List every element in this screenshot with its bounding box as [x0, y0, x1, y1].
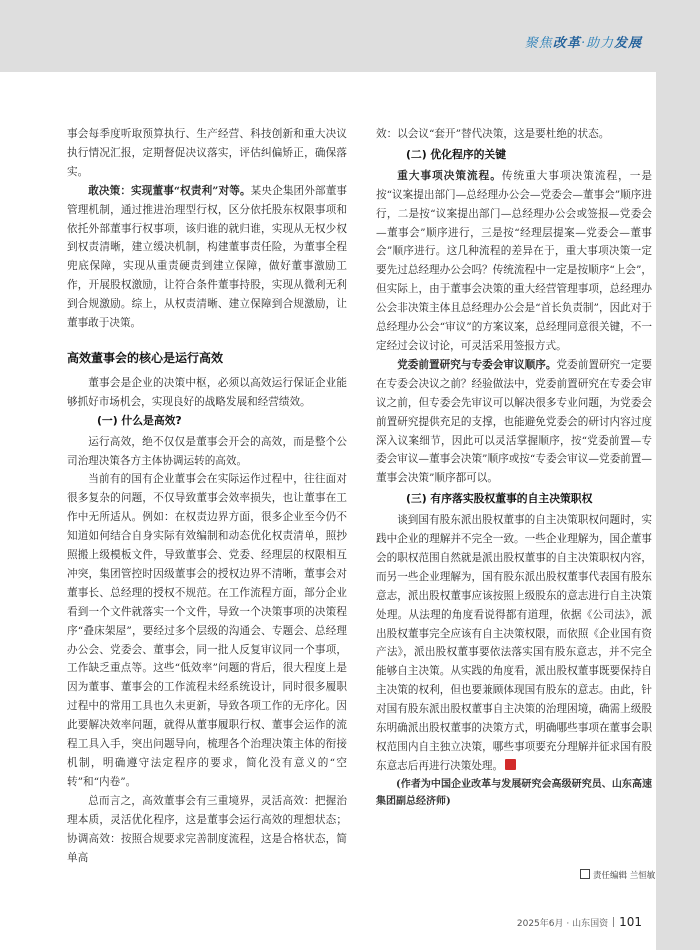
- left-column: [67, 125, 347, 867]
- editor-credit: [580, 869, 655, 881]
- footer-divider: [613, 917, 614, 927]
- right-column: [376, 125, 652, 810]
- square-icon: [580, 869, 590, 879]
- subsection-heading: (三) 有序落实股权董事的自主决策职权: [406, 492, 593, 506]
- paragraph: 当前有的国有企业董事会在实际运作过程中，往往面对很多复杂的问题，不仅导致董事会效率损失，也让董事在工作中无所适从。例如：在权责边界方面，很多企业至今仍不知道如何结合自身实际有效编制和动态优化权责清单，照抄照搬上级模板文件，导致董事会、党委、经理层的权限相互冲突，集团管控时因级董事会的授权边界不清晰，董事会对董事长、总经理的授权不规范。在工作流程方面，部分企业看到一个文件就落实一个文件，导致一个决策事项的决策程序“叠床架屋”，要经过多个层级的沟通会、专题会、总经理办公会、党委会、董事会，同一批人反复审议同一个事项，工作缺乏重点等。这些“低效率”问题的背后，很大程度上是因为董事、董事会的工作流程未经系统设计，同时很多履职过程中的常用工具也久未更新，导致各项工作的无序化。因此要解决效率问题，就得从董事履职行权、董事会运作的流程工具入手，突出问题导向，梳理各个治理决策主体的衔接机制，明确遵守法定程序的要求，简化没有意义的“空转”和“内卷”。: [67, 473, 347, 788]
- header-bar: [0, 0, 700, 72]
- section-title-prefix: 聚焦: [524, 36, 553, 51]
- page-number: 101: [619, 915, 642, 929]
- section-title: [525, 32, 642, 51]
- paragraph-body: 传统重大事项决策流程，一是按“议案提出部门—总经理办公会—党委会—董事会”顺序进行，二是按“议案提出部门—总经理办公会或签报—党委会—董事会”顺序进行，三是按“经理层提案—党委会—董事会”顺序进行。这几种流程的差异在于，重大事项决策一定要先过总经理办公会吗？传统流程中一定是按顺序“上会”，但实际上，由于董事会决策的重大经营管理事项，总经理办公会非决策主体且总经理办公会是“首长负责制”，因此对于总经理办公会“审议”的方案议案，总经理同意很关键，不一定经过会议讨论，可灵活采用签报方式。: [376, 169, 653, 352]
- paragraph-body: 某央企集团外部董事管理机制，通过推进治理型行权，区分依托股东权限事项和依托外部董事行权事项，该归谁的就归谁，实现从无权少权到权责清晰，建立缓决机制，构建董事责任险，为董事全程兜底保障，实现从重责硬责到建立保障，做好董事激励工作，开展股权激励，让符合条件董事持股，实现从微利无利到合规激励。综上，从权责清晰、建立保障到合规激励，让董事敢于决策。: [67, 184, 348, 330]
- paragraph: [67, 182, 347, 333]
- paragraph: 效：以会议“套开”替代决策，这是要杜绝的状态。: [376, 128, 610, 140]
- paragraph: 董事会是企业的决策中枢，必须以高效运行保证企业能够抓好市场机会，实现良好的战略发展和经营绩效。: [67, 376, 347, 408]
- section-heading: 高效董事会的核心是运行高效: [67, 350, 224, 365]
- paragraph-lead: 敢决策：实现董事“权责利”对等。: [88, 184, 251, 197]
- section-title-bold-2: 发展: [613, 36, 642, 51]
- page-footer: [517, 915, 642, 929]
- section-title-mid: 助力: [585, 36, 614, 51]
- editor-text: 责任编辑 兰恒敏: [593, 871, 656, 881]
- section-title-dot: ·: [580, 36, 586, 51]
- right-margin-bar: [656, 72, 700, 950]
- paragraph: 总而言之，高效董事会有三重境界，灵活高效：把握治理本质，灵活优化程序，这是董事会运行高效的理想状态；协调高效：按照合规要求完善制度流程，这是合格状态，简单高: [67, 794, 347, 864]
- paragraph-body: 党委前置研究一定要在专委会决议之前？经验做法中，党委前置研究在专委会审议之前，但专委会先审议可以解决很多专业问题，为党委会前置研究提供充足的支撑，也能避免党委会的研讨内容过度深入议案细节，因此可以灵活掌握顺序，按“党委前置—专委会审议—董事会决策”顺序或按“专委会审议—党委前置—董事会决策”顺序都可以。: [376, 358, 653, 485]
- subsection-heading: (一) 什么是高效?: [97, 413, 182, 427]
- author-note: (作者为中国企业改革与发展研究会高级研究员、山东高速集团副总经济师): [376, 778, 652, 807]
- subsection-heading: (二) 优化程序的关键: [406, 147, 507, 161]
- paragraph-lead: 重大事项决策流程。: [397, 169, 502, 182]
- issue-label: 2025年6月 · 山东国资: [516, 919, 609, 929]
- end-mark-icon: [505, 759, 516, 770]
- paragraph-body: 谈到国有股东派出股权董事的自主决策职权问题时，实践中企业的理解并不完全一致。一些企业理解为，国企董事会的职权范围自然就是派出股权董事的自主决策职权内容，而另一些企业理解为，国有股东派出股权董事代表国有股东意志，派出股权董事应该按照上级股东的意志进行自主决策处理。从法理的角度看说得都有道理，依据《公司法》，派出股权董事完全应该有自主决策权限，而依照《企业国有资产法》，派出股权董事要依法落实国有股东意志，并不完全能够自主决策。从实践的角度看，派出股权董事既要保持自主决策的权利，但也要兼顾体现国有股东的意志。由此，针对国有股东派出股权董事自主决策的治理困境，确需上级股东明确派出股权董事的决策方式，明确哪些事项在董事会职权范围内自主独立决策，哪些事项要充分理解并征求国有股东意志后再进行决策处理。: [376, 514, 652, 772]
- paragraph: [376, 511, 652, 776]
- paragraph-lead: 党委前置研究与专委会审议顺序。: [397, 358, 557, 371]
- paragraph: 运行高效，绝不仅仅是董事会开会的高效，而是整个公司治理决策各方主体协调运转的高效。: [67, 435, 347, 467]
- paragraph: [376, 356, 652, 488]
- paragraph: 事会每季度听取预算执行、生产经营、科技创新和重大决议执行情况汇报，定期督促决议落实，评估纠偏矫正，确保落实。: [67, 128, 347, 178]
- paragraph: [376, 167, 652, 356]
- section-title-bold-1: 改革: [552, 36, 581, 51]
